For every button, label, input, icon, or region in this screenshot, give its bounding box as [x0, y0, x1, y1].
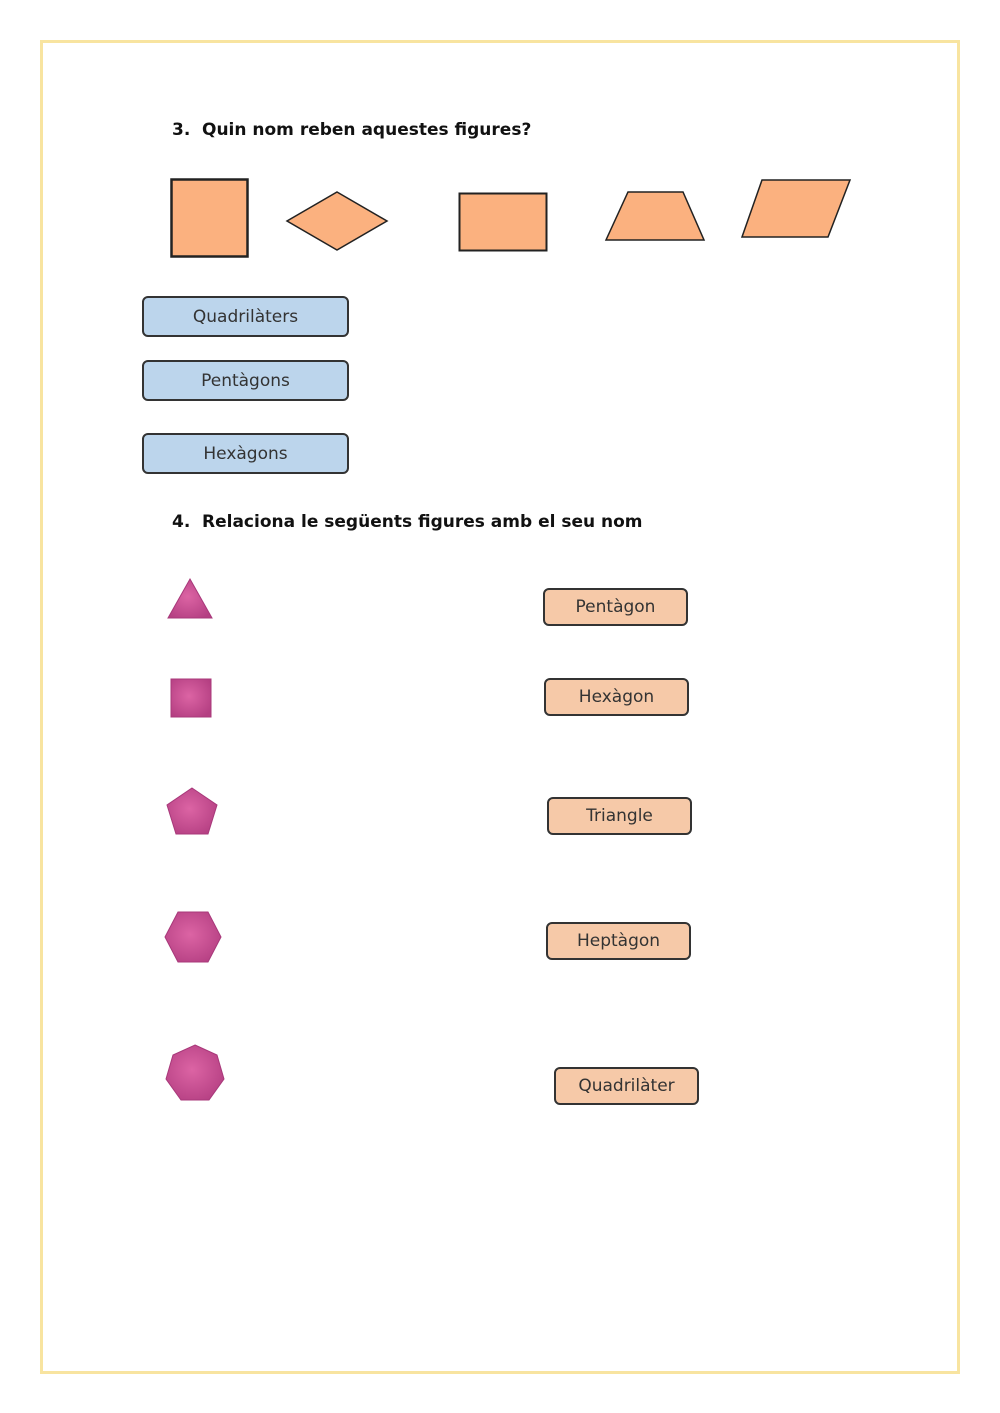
name-pentagon[interactable]: Pentàgon: [543, 588, 688, 626]
square-icon: [170, 178, 250, 260]
question-3-number: 3.: [172, 120, 191, 140]
square-icon-pink: [170, 678, 212, 718]
heptagon-icon: [164, 1043, 226, 1103]
option-quadrilaters[interactable]: Quadrilàters: [142, 296, 349, 337]
rhombus-icon: [285, 190, 389, 252]
option-pentagons[interactable]: Pentàgons: [142, 360, 349, 401]
question-3-title: 3. Quin nom reben aquestes figures?: [172, 120, 532, 140]
question-4-number: 4.: [172, 512, 191, 532]
option-hexagons[interactable]: Hexàgons: [142, 433, 349, 474]
name-hexagon[interactable]: Hexàgon: [544, 678, 689, 716]
triangle-icon: [166, 578, 214, 620]
parallelogram-icon: [740, 178, 852, 239]
name-triangle[interactable]: Triangle: [547, 797, 692, 835]
name-heptagon[interactable]: Heptàgon: [546, 922, 691, 960]
rectangle-icon: [458, 192, 548, 252]
hexagon-icon: [163, 910, 223, 964]
question-4-title: 4. Relaciona le següents figures amb el seu nom: [172, 512, 643, 532]
pentagon-icon: [165, 786, 219, 836]
name-quadrilater[interactable]: Quadrilàter: [554, 1067, 699, 1105]
trapezoid-icon: [604, 190, 706, 242]
